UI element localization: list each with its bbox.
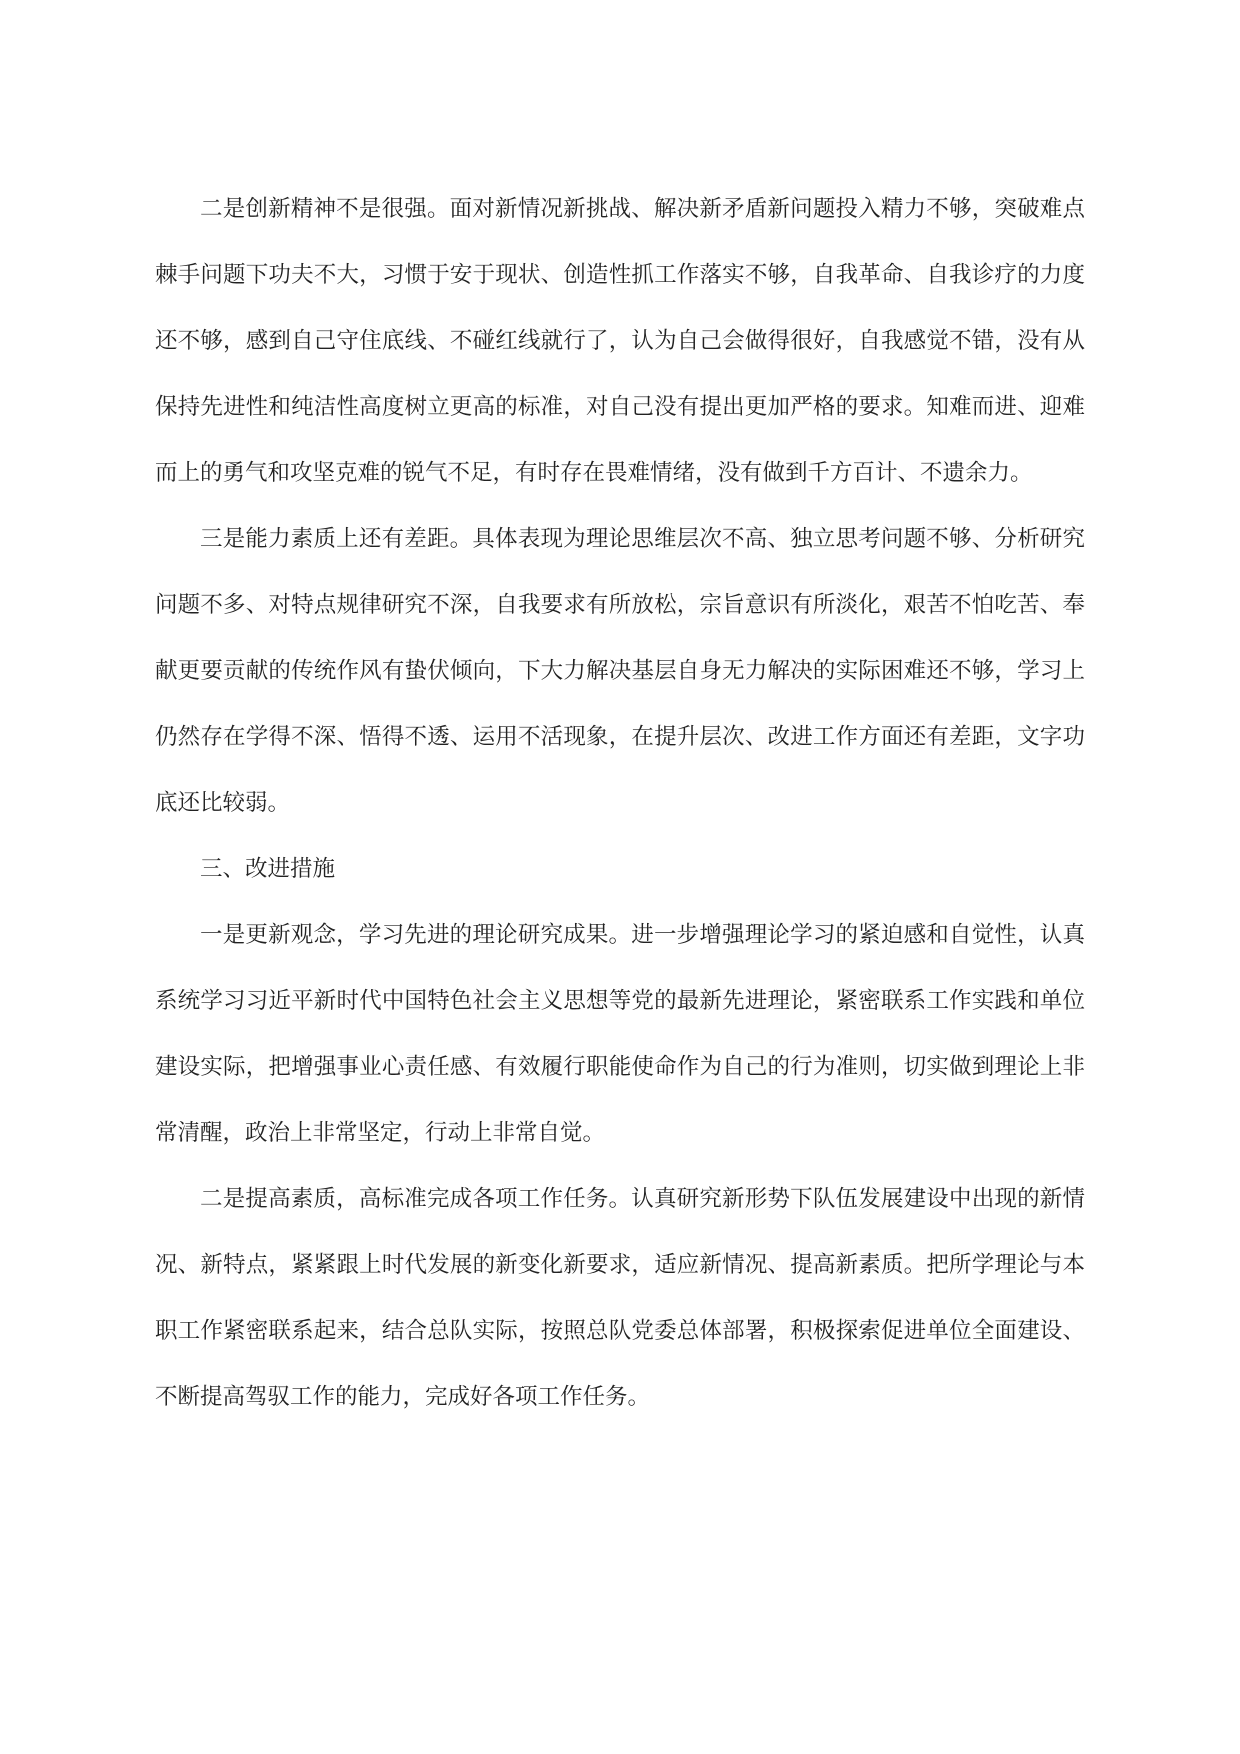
section-heading-improvement-measures: 三、改进措施 — [200, 856, 336, 882]
paragraph-ability-gap: 三是能力素质上还有差距。具体表现为理论思维层次不高、独立思考问题不够、分析研究问题不多、对特点规律研究不深，自我要求有所放松，宗旨意识有所淡化，艰苦不怕吃苦、奉献更要贡献的传统作风有蛰伏倾向，下大力解决基层自身无力解决的实际困难还不够，学习上仍然存在学得不深、悟得不透、运用不活现象，在提升层次、改进工作方面还有差距，文字功底还比较弱。 — [155, 526, 1085, 816]
paragraph-update-concepts: 一是更新观念，学习先进的理论研究成果。进一步增强理论学习的紧迫感和自觉性，认真系统学习习近平新时代中国特色社会主义思想等党的最新先进理论，紧密联系工作实践和单位建设实际，把增强事业心责任感、有效履行职能使命作为自己的行为准则，切实做到理论上非常清醒，政治上非常坚定，行动上非常自觉。 — [155, 922, 1085, 1146]
paragraph-improve-quality: 二是提高素质，高标准完成各项工作任务。认真研究新形势下队伍发展建设中出现的新情况、新特点，紧紧跟上时代发展的新变化新要求，适应新情况、提高新素质。把所学理论与本职工作紧密联系起来，结合总队实际，按照总队党委总体部署，积极探索促进单位全面建设、不断提高驾驭工作的能力，完成好各项工作任务。 — [155, 1186, 1085, 1410]
paragraph-innovation-spirit: 二是创新精神不是很强。面对新情况新挑战、解决新矛盾新问题投入精力不够，突破难点棘手问题下功夫不大，习惯于安于现状、创造性抓工作落实不够，自我革命、自我诊疗的力度还不够，感到自己守住底线、不碰红线就行了，认为自己会做得很好，自我感觉不错，没有从保持先进性和纯洁性高度树立更高的标准，对自己没有提出更加严格的要求。知难而进、迎难而上的勇气和攻坚克难的锐气不足，有时存在畏难情绪，没有做到千方百计、不遗余力。 — [155, 196, 1085, 486]
document-body — [155, 176, 1085, 1430]
